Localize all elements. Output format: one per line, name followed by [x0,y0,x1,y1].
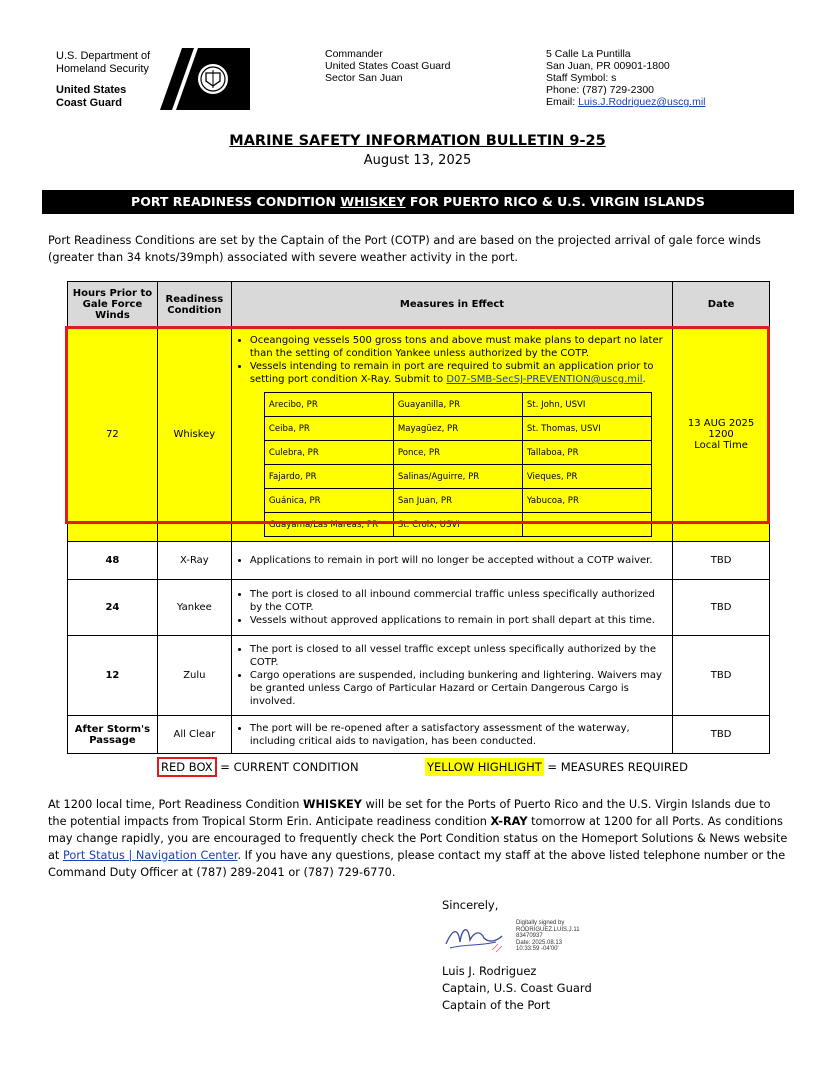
current-condition-red-box [65,326,770,524]
coast-guard-logo [160,48,250,112]
header-measures: Measures in Effect [231,282,672,328]
digital-signature [516,920,580,953]
whiskey-measure-2-text: Vessels intending to remain in port are required to submit an application prior to setting port condition X-Ray. Submit to [249,361,654,385]
table-row-allclear [68,716,770,754]
zulu-date: TBD [673,636,770,716]
condition-banner [42,190,794,214]
cg-line-2: Coast Guard [56,97,123,109]
yankee-date: TBD [673,580,770,636]
signature-image [440,918,520,958]
letterhead [56,50,835,120]
port-cell: Ceiba, PR [264,417,393,441]
port-cell: San Juan, PR [393,489,522,513]
intro-paragraph: Port Readiness Conditions are set by the Captain of the Port (COTP) and are based on the projected arrival of gale force winds (greater than 34 knots/39mph) associated with severe weather activity in the port. [48,234,761,264]
digital-sig-line: Digitally signed by [516,920,565,926]
xray-hours: 48 [68,542,158,580]
digital-sig-line: 83470937 [516,933,543,939]
xray-date: TBD [673,542,770,580]
closing-bold-whiskey: WHISKEY [303,798,362,811]
allclear-condition: All Clear [157,716,231,754]
xray-condition: X-Ray [157,542,231,580]
closing-text-1: At 1200 local time, Port Readiness Condition [48,798,303,811]
zulu-hours: 12 [68,636,158,716]
email-row [546,96,705,108]
legend-red-desc: = CURRENT CONDITION [216,760,359,774]
closing-paragraph [48,796,788,881]
zulu-measures [231,636,672,716]
digital-sig-line: 10:33:59 -04'00' [516,946,559,952]
email-label: Email: [546,96,576,108]
xray-measure-1: • Applications to remain in port will no longer be accepted without a COTP waiver. [250,554,668,567]
closing-text-2: will be set for the Ports of Puerto Rico and the U.S. Virgin Islands due to the potential impacts from Tropical Storm Erin. Anticipate readiness condition [48,798,771,828]
xray-measures [231,542,672,580]
header-date: Date [673,282,770,328]
signer-role: Captain of the Port [442,998,551,1012]
whiskey-date-line-3: Local Time [694,440,748,451]
prevention-email-link[interactable]: D07-SMB-SecSJ-PREVENTION@uscg.mil [446,374,643,385]
yankee-measure-2: • Vessels without approved applications to remain in port shall depart at this time. [250,614,668,627]
sector: Sector San Juan [325,72,403,84]
port-cell: Tallaboa, PR [522,441,651,465]
header-hours: Hours Prior to Gale Force Winds [68,282,158,328]
port-cell: Guánica, PR [264,489,393,513]
closing-bold-xray: X-RAY [490,815,528,828]
zulu-measure-1: • The port is closed to all vessel traffic except unless specifically authorized by the COTP. [250,643,668,669]
port-cell: Guayama/Las Mareas, PR [264,513,393,537]
banner-text-after: FOR PUERTO RICO & U.S. VIRGIN ISLANDS [405,194,705,209]
whiskey-hours: 72 [68,328,158,542]
cg-line-1: United States [56,84,127,96]
yankee-hours: 24 [68,580,158,636]
port-cell: St. John, USVI [522,393,651,417]
digital-sig-line: Date: 2025.08.13 [516,939,563,946]
allclear-date: TBD [673,716,770,754]
agency-line-2: Homeland Security [56,63,149,75]
yankee-condition: Yankee [157,580,231,636]
address-line-1: 5 Calle La Puntilla [546,48,631,60]
yankee-measures [231,580,672,636]
allclear-measure-1: • The port will be re-opened after a satisfactory assessment of the waterway, including critical aids to navigation, has been conducted. [250,722,668,748]
port-status-link[interactable]: Port Status | Navigation Center [62,849,238,862]
whiskey-date-line-2: 1200 [708,429,734,440]
email-link[interactable]: Luis.J.Rodriguez@uscg.mil [578,96,706,108]
table-row-zulu [68,636,770,716]
commander: Commander [325,48,383,60]
staff-symbol: Staff Symbol: s [546,72,617,84]
port-cell: Fajardo, PR [264,465,393,489]
whiskey-date-line-1: 13 AUG 2025 [687,418,755,429]
port-cell: St. Thomas, USVI [522,417,651,441]
zulu-measure-2: • Cargo operations are suspended, including bunkering and lightering. Waivers may be granted unless Cargo of Particular Hazard or Certain Dangerous Cargo is involved. [250,669,668,708]
banner-condition: WHISKEY [340,194,406,209]
banner-text-before: PORT READINESS CONDITION [131,194,341,209]
legend-yellow-desc: = MEASURES REQUIRED [543,760,688,774]
header-condition: Readiness Condition [157,282,231,328]
whiskey-measure-1: • Oceangoing vessels 500 gross tons and above must make plans to depart no later than the setting of condition Yankee unless authorized by the COTP. [250,334,668,360]
port-cell: Guayanilla, PR [393,393,522,417]
port-cell: Ponce, PR [393,441,522,465]
bulletin-date: August 13, 2025 [363,153,472,168]
closing-text-3: tomorrow at 1200 for all Ports. As conditions may change rapidly, you are encouraged to frequently check the Port Condition status on the Homeport Solutions & News website at [48,815,788,862]
allclear-measures [231,716,672,754]
whiskey-condition: Whiskey [157,328,231,542]
port-cell: Yabucoa, PR [522,489,651,513]
port-cell: St. Croix, USVI [393,513,522,537]
port-cell: Vieques, PR [522,465,651,489]
table-row-yankee [68,580,770,636]
port-cell: Culebra, PR [264,441,393,465]
legend [157,760,359,774]
page-title: MARINE SAFETY INFORMATION BULLETIN 9-25 [229,133,606,149]
legend-yellow-highlight: YELLOW HIGHLIGHT [427,760,542,774]
address-line-2: San Juan, PR 00901-1800 [546,60,670,72]
zulu-condition: Zulu [157,636,231,716]
cg-name: United States Coast Guard [325,60,451,72]
table-row-xray [68,542,770,580]
legend-red-box: RED BOX [157,757,217,777]
yankee-measure-1: • The port is closed to all inbound commercial traffic unless specifically authorized by the COTP. [250,588,668,614]
port-cell: Salinas/Aguirre, PR [393,465,522,489]
agency-line-1: U.S. Department of [56,50,151,62]
port-cell: Mayagüez, PR [393,417,522,441]
signer-rank: Captain, U.S. Coast Guard [442,981,592,995]
closing-text-4: . If you have any questions, please contact my staff at the above listed telephone number or the Command Duty Officer at (787) 289-2041 or (787) 729-6770. [48,849,786,879]
sincerely: Sincerely, [442,898,499,912]
legend-yellow [425,760,688,774]
port-cell: Arecibo, PR [264,393,393,417]
whiskey-measure-2-end: . [642,374,646,385]
allclear-hours: After Storm's Passage [68,716,158,754]
signer-name: Luis J. Rodriguez [442,964,537,978]
digital-sig-line: RODRIGUEZ.LUIS.J.11 [516,926,580,933]
phone: Phone: (787) 729-2300 [546,84,654,96]
